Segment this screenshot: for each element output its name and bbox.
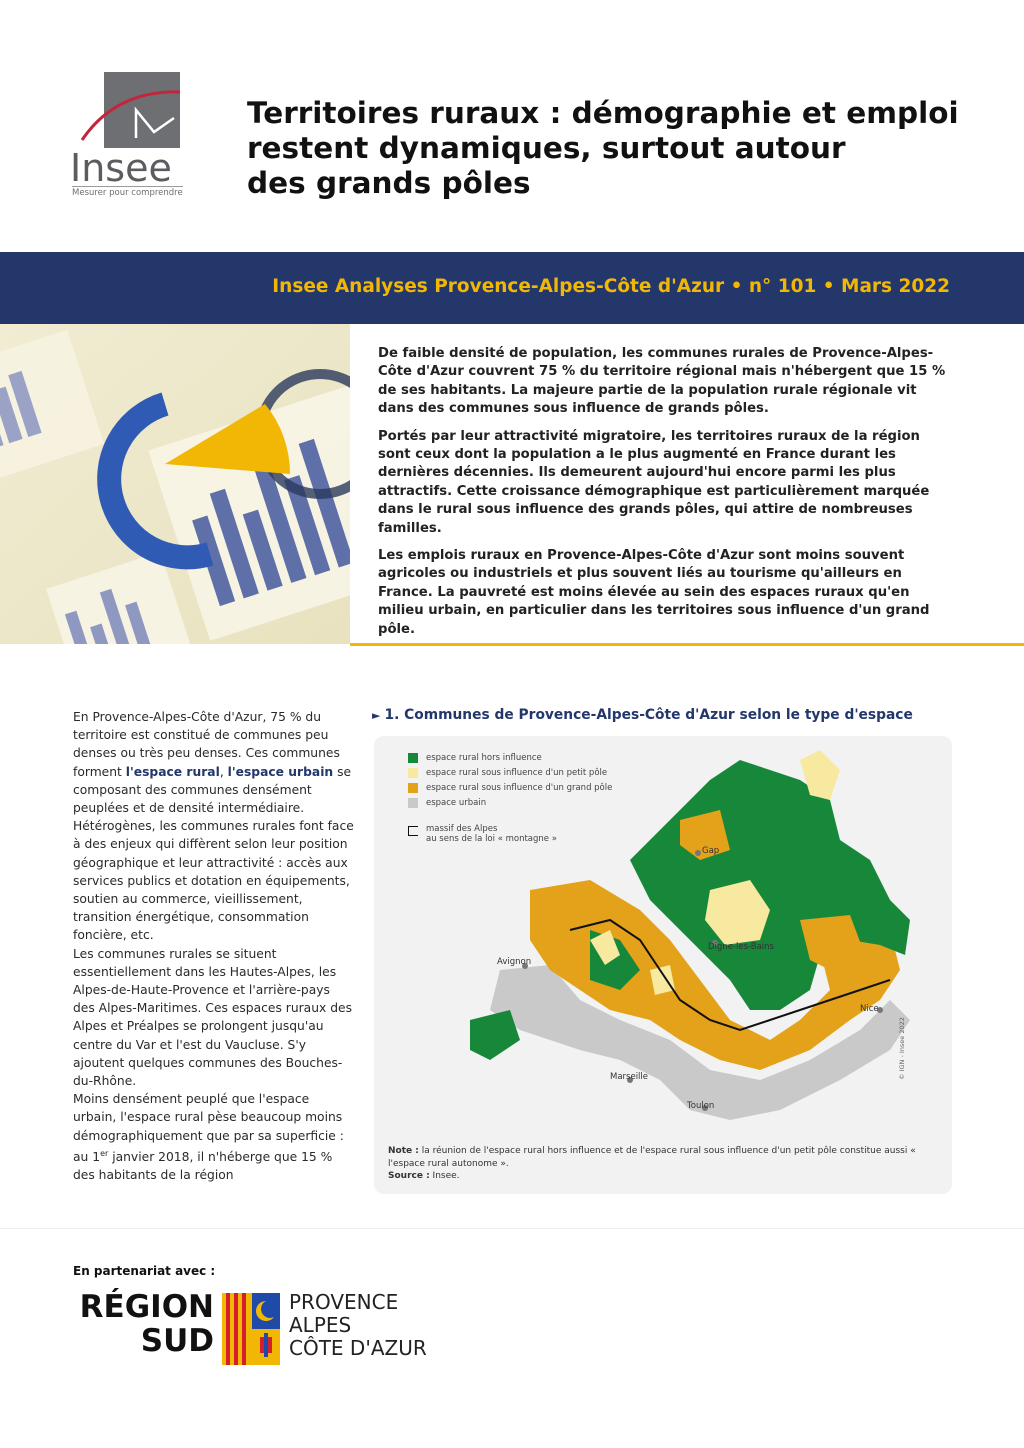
legend-label: espace rural hors influence	[426, 752, 542, 763]
intro-paragraph: Portés par leur attractivité migratoire, les territoires ruraux de la région sont ceux dont la population a le plus augmenté en France durant les dernières décennies. Ils demeurent aujourd'hui encore parmi les plus attractifs. Cette croissance démographique est particulièrement marquée dans le rural sous influence des grands pôles, qui attire de nombreuses familles.	[378, 428, 930, 536]
page-title	[247, 96, 967, 201]
logo-tagline: Mesurer pour comprendre	[72, 188, 183, 198]
cover-illustration	[0, 324, 350, 644]
figure-title-text: 1. Communes de Provence-Alpes-Côte d'Azur selon le type d'espace	[384, 707, 913, 723]
note-text: la réunion de l'espace rural hors influence et de l'espace rural sous influence d'un petit pôle constitue aussi « l'espace rural autonome ».	[388, 1146, 916, 1169]
provence-logo-line: CÔTE D'AZUR	[289, 1336, 427, 1360]
body-text	[73, 708, 355, 1184]
legend-item	[408, 750, 612, 765]
provence-logo-text	[289, 1291, 427, 1360]
legend-label: espace urbain	[426, 797, 487, 808]
region-logo-line: SUD	[140, 1323, 214, 1359]
body-paragraph-2: Les communes rurales se situent essentiellement dans les Hautes-Alpes, les Alpes-de-Haute-Provence et l'arrière-pays des Alpes-Maritimes. Ces espaces ruraux des Alpes et Préalpes se prolongent jusqu'au centre du Var et l'est du Vaucluse. S'y ajoutent quelques communes des Bouches-du-Rhône.	[73, 946, 352, 1089]
body-text-segment: se composant des communes densément peuplées et de densité intermédiaire. Hétérogènes, les communes rurales font face à des enjeux qui diffèrent selon leur position géographique et leur attractivité : accès aux services publics et dotation en équipements, soutien au commerce, vieillissement, transition énergétique, consommation foncière, etc.	[73, 764, 354, 943]
region-logo-line: RÉGION	[79, 1289, 214, 1325]
partner-label: En partenariat avec :	[73, 1264, 216, 1278]
intro-paragraph: De faible densité de population, les communes rurales de Provence-Alpes-Côte d'Azur couvrent 75 % du territoire régional mais n'hébergent que 15 % de ses habitants. La majeure partie de la population rurale régionale vit dans des communes sous influence de grands pôles.	[378, 346, 946, 417]
body-text-segment: ,	[219, 764, 228, 779]
intro-summary	[378, 345, 954, 648]
title-line-2: restent dynamiques, surtout autour	[247, 131, 846, 165]
region-crest-icon	[222, 1293, 280, 1365]
region-sud-logo	[74, 1290, 214, 1358]
body-paragraph-3	[73, 1090, 355, 1184]
provence-logo-line: PROVENCE	[289, 1290, 399, 1314]
city-label-toulon: Toulon	[687, 1101, 715, 1111]
figure-note	[388, 1145, 936, 1183]
title-line-1: Territoires ruraux : démographie et emploi	[247, 96, 959, 130]
note-line	[388, 1145, 936, 1170]
title-line-3: des grands pôles	[247, 166, 531, 200]
city-marker	[695, 850, 701, 856]
legend-label: espace rural sous influence d'un petit pôle	[426, 767, 608, 778]
legend-swatch	[408, 783, 418, 793]
legend-label-line: au sens de la loi « montagne »	[426, 834, 557, 844]
body-paragraph-1	[73, 708, 355, 945]
legend-swatch	[408, 753, 418, 763]
note-label: Note :	[388, 1146, 419, 1156]
publication-banner	[0, 252, 1024, 324]
intro-paragraph: Les emplois ruraux en Provence-Alpes-Côte d'Azur sont moins souvent agricoles ou industriels et plus souvent liés au tourisme qu'ailleurs en France. La pauvreté est moins élevée au sein des espaces ruraux qu'en milieu urbain, en particulier dans les territoires sous influence d'un grand pôle.	[378, 548, 930, 637]
city-label-gap: Gap	[702, 846, 720, 856]
body-text-segment: En Provence-Alpes-Côte d'Azur, 75 % du territoire est constitué de communes peu denses ou très peu denses. Ces communes forment	[73, 710, 340, 779]
city-label-digne: Digne-les-Bains	[708, 942, 774, 952]
link-espace-urbain[interactable]: l'espace urbain	[227, 764, 334, 779]
city-label-marseille: Marseille	[610, 1072, 649, 1082]
triangle-right-icon: ►	[372, 709, 381, 722]
city-label-avignon: Avignon	[497, 957, 532, 967]
legend-swatch	[408, 768, 418, 778]
legend-item	[408, 765, 612, 780]
alps-boundary-icon	[408, 826, 418, 836]
map-copyright: © IGN - Insee 2022	[898, 1017, 906, 1080]
link-espace-rural[interactable]: l'espace rural	[125, 764, 220, 779]
superscript: er	[100, 1148, 109, 1158]
legend-label: espace rural sous influence d'un grand pôle	[426, 782, 613, 793]
figure-title	[372, 707, 913, 723]
logo-wordmark: Insee	[70, 146, 172, 190]
footer-divider	[0, 1228, 1024, 1229]
insee-logo	[70, 72, 185, 197]
body-text-segment: Moins densément peuplé que l'espace urbain, l'espace rural pèse beaucoup moins démographiquement que par sa superficie : au 1	[73, 1092, 344, 1164]
map-rural-hors-influence-area	[470, 1010, 520, 1060]
intro-divider	[350, 643, 1024, 646]
source-text: Insee.	[429, 1171, 460, 1181]
legend-label	[426, 824, 557, 844]
map-legend	[408, 750, 613, 844]
charts-illustration-icon	[0, 324, 350, 644]
legend-item	[408, 780, 612, 795]
legend-item	[408, 795, 612, 810]
legend-swatch	[408, 798, 418, 808]
legend-label-line: massif des Alpes	[426, 824, 498, 834]
legend-item	[408, 824, 612, 844]
provence-logo-line: ALPES	[289, 1313, 352, 1337]
publication-info: Insee Analyses Provence-Alpes-Côte d'Azur • n° 101 • Mars 2022	[272, 276, 950, 297]
city-label-nice: Nice	[860, 1004, 879, 1014]
source-label: Source :	[388, 1171, 430, 1181]
source-line	[388, 1170, 936, 1183]
body-text-segment: janvier 2018, il n'héberge que 15 % des habitants de la région	[73, 1149, 333, 1183]
